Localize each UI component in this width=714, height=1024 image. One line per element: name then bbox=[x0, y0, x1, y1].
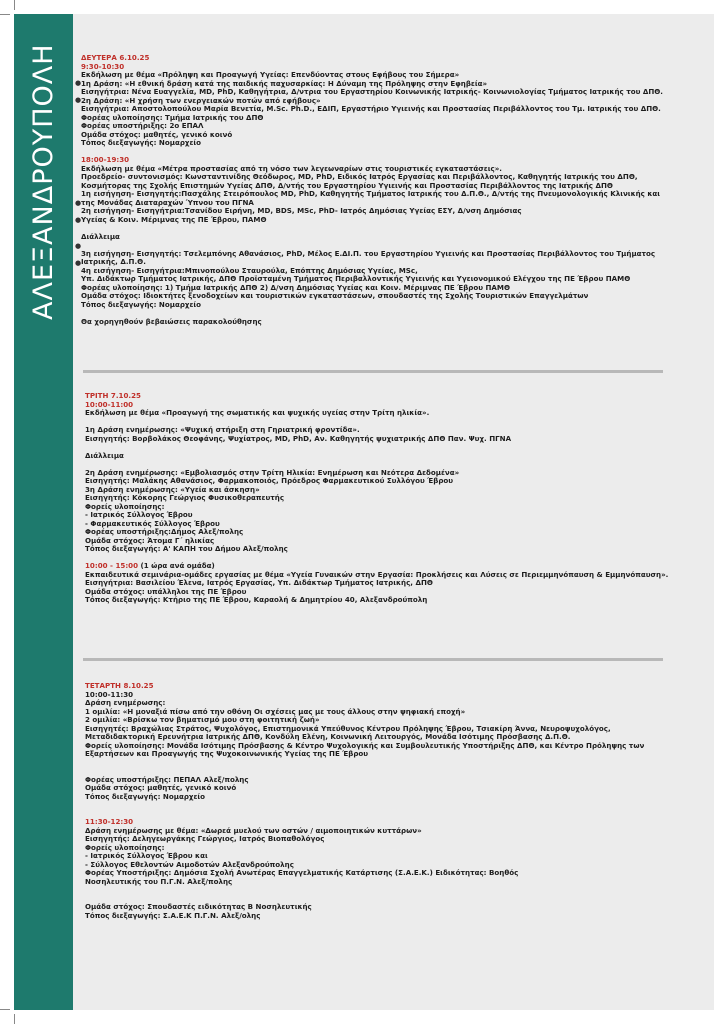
text-line: Φορέας υλοποίησης: 1) Τμήμα Ιατρικής ΔΠΘ 2) Δ/νση Δημόσιας Υγείας και Κοιν. Μέριμνας ΠΕ Έβρου ΠΑΜΘ bbox=[81, 282, 510, 292]
time-slot: 10:00 - 15:00 bbox=[85, 561, 139, 570]
text-line: 2η εισήγηση- Εισηγήτρια:Τσανίδου Ειρήνη, MD, BDS, MSc, PhD- Ιατρός Δημόσιας Υγείας ΕΣΥ, Δ/νση Δημόσιας bbox=[81, 206, 522, 215]
text-line: Εισηγήτρια: Βασιλείου Έλενα, Ιατρός Εργασίας, Υπ. Διδάκτωρ Τμήματος Ιατρικής, ΔΠΘ bbox=[85, 578, 433, 587]
text-line: 1η Δράση ενημέρωσης: «Ψυχική στήριξη στη Γηριατρική φροντίδα». bbox=[85, 425, 360, 434]
text-line: Εκδήλωση με θέμα «Μέτρα προστασίας από τη νόσο των λεγεωναρίων στις τουριστικές εγκαταστάσεις». bbox=[81, 163, 502, 173]
text-line: Φορείς υλοποίησης: Μονάδα Ισότιμης Πρόσβασης & Κέντρο Ψυχολογικής και Συμβουλευτικής Υποστήριξης ΔΠΘ, και Κέντρο Πρόληψης των bbox=[85, 740, 645, 750]
text-line: Ομάδα στόχος: Σπουδαστές ειδικότητας Β Νοσηλευτικής bbox=[85, 902, 312, 911]
event-block bbox=[75, 70, 681, 148]
text-line: Νοσηλευτικής του Π.Γ.Ν. Αλεξ/πολης bbox=[85, 876, 233, 886]
section-divider bbox=[83, 658, 663, 661]
text-line: Τόπος διεξαγωγής: Νομαρχείο bbox=[85, 791, 206, 801]
bullet-icon: ● bbox=[75, 198, 82, 207]
bullet-icon: ● bbox=[75, 241, 82, 250]
text-line: Δράση ενημέρωσης με θέμα: «Δωρεά μυελού των οστών / αιμοποιητικών κυττάρων» bbox=[85, 825, 422, 835]
section-divider bbox=[83, 370, 663, 373]
text-line: 3η Δράση ενημέρωσης: «Υγεία και άσκηση» bbox=[85, 484, 260, 494]
text-line: Ομάδα στόχος: μαθητές, γενικό κοινό bbox=[85, 783, 237, 792]
text-line: Μεταδιδακτορική Ερευνήτρια Ιατρικής ΔΠΘ, Κονδύλη Ελένη, Κοινωνική Λειτουργός, Μονάδα Ισότιμης Πρόσβασης Δ.Π.Θ. bbox=[85, 732, 571, 741]
day-heading: ΤΕΤΑΡΤΗ 8.10.25 bbox=[85, 681, 154, 690]
text-line: Φορέας Υποστήριξης: Δημόσια Σχολή Ανωτέρας Επαγγελματικής Κατάρτισης (Σ.Α.Ε.Κ.) Ειδικότητας: Βοηθός bbox=[85, 868, 519, 877]
text-line: Εισηγητές: Βραχώλιας Στράτος, Ψυχολόγος, Επιστημονικά Υπεύθυνος Κέντρου Πρόληψης Έβρου, Τσιακίρη Άννα, Νευροψυχολόγος, bbox=[85, 723, 611, 733]
text-line: 4η εισήγηση- Εισηγήτρια:Μπινοπούλου Σταυρούλα, Επόπτης Δημόσιας Υγείας, MSc, bbox=[81, 265, 418, 275]
certificates-note: Θα χορηγηθούν βεβαιώσεις παρακολούθησης bbox=[81, 316, 262, 326]
text-line: Εισηγητής: Κόκορης Γεώργιος Φυσικοθεραπευτής bbox=[85, 493, 285, 502]
time-slot: 10:00-11:00 bbox=[85, 399, 134, 409]
bullet-icon: ● bbox=[75, 258, 82, 267]
text-line: 1η εισήγηση- Εισηγητής:Πασχάλης Στειρόπουλος MD, PhD, Καθηγητής Τμήματος Ιατρικής του Δ.Π.Θ., Δ/ντής της Πνευμονολογικής Κλινικής και bbox=[81, 189, 661, 198]
text-line: Υπ. Διδάκτωρ Τμήματος Ιατρικής, ΔΠΘ Προϊσταμένη Τμήματος Περιβαλλοντικής Υγιεινής και Υγειονομικού Ελέγχου της ΠΕ Έβρου ΠΑΜΘ bbox=[81, 274, 631, 283]
crop-mark bbox=[0, 1009, 10, 1010]
time-note: (1 ώρα ανά ομάδα) bbox=[138, 561, 215, 570]
text-line: Ομάδα στόχος: Ιδιοκτήτες ξενοδοχείων και τουριστικών εγκαταστάσεων, σπουδαστές της Σχολής Τουριστικών Επαγγελμάτων bbox=[81, 291, 589, 300]
text-line: Ιατρικής, Δ.Π.Θ. bbox=[81, 257, 146, 266]
text-line: 2η Δράση: «Η χρήση των ενεργειακών ποτών από εφήβους» bbox=[81, 95, 321, 105]
text-line: - Φαρμακευτικός Σύλλογος Έβρου bbox=[85, 518, 220, 528]
text-line: Τόπος διεξαγωγής: Α' ΚΑΠΗ του Δήμου Αλεξ/πολης bbox=[85, 544, 288, 553]
text-line: - Σύλλογος Εθελοντών Αιμοδοτών Αλεξανδρούπολης bbox=[85, 859, 294, 869]
bullet-icon: ● bbox=[75, 215, 82, 224]
text-line: Φορέας υποστήριξης:Δήμος Αλεξ/πολης bbox=[85, 527, 244, 536]
text-line: 1η Δράση: «Η εθνική δράση κατά της παιδικής παχυσαρκίας: Η Δύναμη της Πρόληψης στην Εφηβεία» bbox=[81, 78, 488, 88]
text-line: Ομάδα στόχος: Άτομα Γ΄ ηλικίας bbox=[85, 535, 215, 545]
text-line: Τόπος διεξαγωγής: Νομαρχείο bbox=[81, 299, 202, 309]
text-line: 2η Δράση ενημέρωσης: «Εμβολιασμός στην Τρίτη Ηλικία: Ενημέρωση και Νεότερα Δεδομένα» bbox=[85, 467, 460, 477]
text-line: - Ιατρικός Σύλλογος Έβρου και bbox=[85, 851, 208, 860]
text-line: Εκπαιδευτικά σεμινάρια-ομάδες εργασίας με θέμα «Υγεία Γυναικών στην Εργασία: Προκλήσεις και Λύσεις σε Περιεμμηνόπαυση & Εμμηνόπαυση». bbox=[85, 569, 669, 579]
crop-mark bbox=[14, 0, 15, 10]
text-line: Εκδήλωση με θέμα «Προαγωγή της σωματικής και ψυχικής υγείας στην Τρίτη ηλικία». bbox=[85, 408, 430, 417]
tuesday-section bbox=[85, 392, 685, 605]
bullet-icon: ● bbox=[75, 79, 82, 87]
bullet-icon: ● bbox=[75, 96, 82, 104]
text-line: Τόπος διεξαγωγής: Νομαρχείο bbox=[81, 138, 202, 147]
text-line: Εκδήλωση με θέμα «Πρόληψη και Προαγωγή Υγείας: Επενδύοντας στους Εφήβους του Σήμερα» bbox=[81, 70, 460, 79]
event-block bbox=[75, 241, 681, 310]
text-line: 3η εισήγηση- Εισηγητής: Τσελεμπόνης Αθανάσιος, PhD, Μέλος Ε.ΔΙ.Π. του Εργαστηρίου Υγιεινής και Προστασίας Περιβάλλοντος του Τμήματος bbox=[81, 248, 656, 258]
text-line: Τόπος διεξαγωγής: Κτήριο της ΠΕ Έβρου, Καραολή & Δημητρίου 40, Αλεξανδρούπολη bbox=[85, 595, 428, 604]
sidebar-title: ΑΛΕΞΑΝΔΡΟΥΠΟΛΗ bbox=[28, 43, 59, 320]
event-block bbox=[75, 163, 681, 225]
text-line: Υγείας & Κοιν. Μέριμνας της ΠΕ Έβρου, ΠΑΜΘ bbox=[81, 214, 267, 224]
text-line: Φορείς υλοποίησης: bbox=[85, 501, 165, 511]
break-label: Διάλλειμα bbox=[81, 231, 120, 241]
text-line: Δράση ενημέρωσης: bbox=[85, 698, 166, 707]
text-line: Εισηγήτρια: Αποστολοπούλου Μαρία Βενετία, M.Sc. Ph.D., ΕΔΙΠ, Εργαστήριο Υγιεινής και Προστασίας Περιβάλλοντος του Τμ. Ιατρικής του ΔΠΘ. bbox=[81, 104, 661, 113]
program-page bbox=[73, 14, 714, 1010]
day-heading: ΔΕΥΤΕΡΑ 6.10.25 bbox=[81, 53, 150, 62]
text-line: Εισηγήτρια: Νένα Ευαγγελία, MD, PhD, Καθηγήτρια, Δ/ντρια του Εργαστηρίου Κοινωνικής Ιατρικής- Κοινωνιολογίας Τμήματος Ιατρικής του ΔΠΘ. bbox=[81, 87, 664, 96]
text-line: 10:00-11:30 bbox=[85, 689, 134, 699]
time-slot: 9:30-10:30 bbox=[81, 61, 125, 71]
text-line: Εξαρτήσεων και Προαγωγής της Ψυχοκοινωνικής Υγείας της ΠΕ Έβρου bbox=[85, 749, 369, 758]
text-line: Φορέας υλοποίησης: Τμήμα Ιατρικής του ΔΠΘ bbox=[81, 112, 264, 122]
text-line: Εισηγητής: Βορβολάκος Θεοφάνης, Ψυχίατρος, MD, PhD, Αν. Καθηγητής ψυχιατρικής ΔΠΘ Παν. Ψυχ. ΠΓΝΑ bbox=[85, 433, 512, 443]
day-heading: ΤΡΙΤΗ 7.10.25 bbox=[85, 391, 141, 400]
text-line: Προεδρείο- συντονισμός: Κωνσταντινίδης Θεόδωρος, MD, PhD, Ειδικός Ιατρός Εργασίας και Περιβάλλοντος, Καθηγητής Ιατρικής του ΔΠΘ, bbox=[81, 172, 638, 181]
text-line: Εισηγητής: Μαλάκης Αθανάσιος, Φαρμακοποιός, Πρόεδρος Φαρμακευτικού Συλλόγου Έβρου bbox=[85, 476, 454, 485]
text-line: Φορέας υποστήριξης: ΠΕΠΑΛ Αλεξ/πολης bbox=[85, 774, 249, 784]
text-line: Κοσμήτορας της Σχολής Επιστημών Υγείας ΔΠΘ, Δ/ντής του Εργαστηρίου Υγιεινής και Προστασίας Περιβάλλοντος της Ιατρικής ΔΠΘ bbox=[81, 180, 613, 190]
text-line: Τόπος διεξαγωγής: Σ.Α.Ε.Κ Π.Γ.Ν. Αλεξ/ολης bbox=[85, 910, 261, 920]
text-line: Εισηγητής: Δεληγεωργάκης Γεώργιος, Ιατρός Βιοπαθολόγος bbox=[85, 834, 325, 843]
time-slot: 11:30-12:30 bbox=[85, 817, 134, 826]
text-line: Φορείς υλοποίησης: bbox=[85, 842, 165, 852]
text-line: - Ιατρικός Σύλλογος Έβρου bbox=[85, 510, 193, 519]
time-slot: 18:00-19:30 bbox=[81, 155, 130, 164]
crop-mark bbox=[0, 14, 10, 15]
break-label: Διάλλειμα bbox=[85, 450, 124, 460]
text-line: της Μονάδας Διαταραχών Ύπνου του ΠΓΝΑ bbox=[81, 197, 254, 207]
text-line: 2 ομιλία: «Βρίσκω τον βηματισμό μου στη φοιτητική ζωή» bbox=[85, 715, 320, 724]
text-line: 1 ομιλία: «Η μοναξιά πίσω από την οθόνη Οι σχέσεις μας με τους άλλους στην ψηφιακή εποχή» bbox=[85, 706, 466, 716]
text-line: Ομάδα στόχος: υπάλληλοι της ΠΕ Έβρου bbox=[85, 586, 247, 596]
text-line: Φορέας υποστήριξης: 2ο ΕΠΑΛ bbox=[81, 121, 204, 130]
text-line: Ομάδα στόχος: μαθητές, γενικό κοινό bbox=[81, 129, 233, 139]
crop-mark bbox=[14, 1014, 15, 1024]
monday-section bbox=[75, 53, 681, 326]
wednesday-section bbox=[85, 682, 685, 920]
